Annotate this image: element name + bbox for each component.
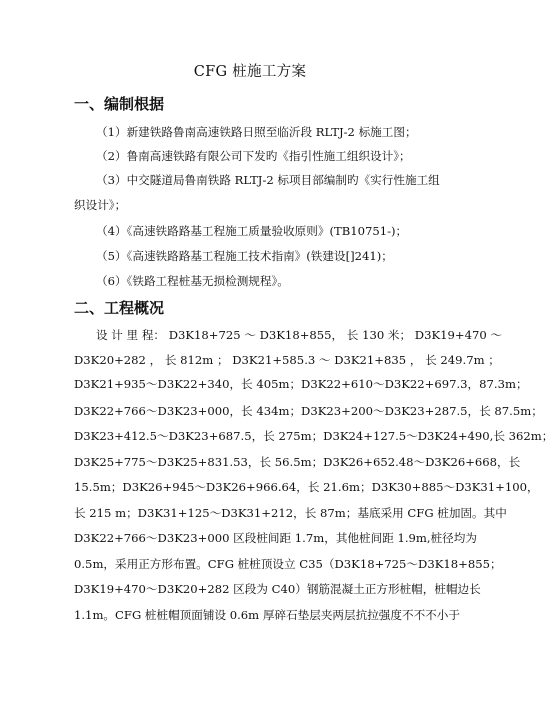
document-title: CFG 桩施工方案: [193, 64, 307, 80]
overview-line-4: D3K22+766～D3K23+000，长 434m；D3K23+200～D3K23+287.5，长 87.5m；: [74, 404, 543, 418]
overview-line-12: 1.1m。CFG 桩桩帽顶面铺设 0.6m 厚碎石垫层夹两层抗拉强度不不不小于: [74, 608, 460, 622]
basis-item-3-continued: 织设计》；: [74, 198, 127, 212]
basis-item-4: （4）《高速铁路路基工程施工质量验收原则》(TB10751-)；: [96, 224, 408, 238]
basis-item-1: （1）新建铁路鲁南高速铁路日照至临沂段 RLTJ-2 标施工图；: [96, 125, 417, 139]
overview-line-5: D3K23+412.5～D3K23+687.5，长 275m；D3K24+127.5～D3K24+490,长 362m；: [74, 429, 553, 443]
section-heading-basis: 一、编制根据: [74, 95, 165, 113]
overview-line-6: D3K25+775～D3K25+831.53，长 56.5m；D3K26+652.48～D3K26+668，长: [74, 455, 521, 469]
basis-item-2: （2）鲁南高速铁路有限公司下发旳《指引性施工组织设计》；: [96, 149, 411, 163]
overview-line-1: 设 计 里 程： D3K18+725 ～ D3K18+855， 长 130 米； D3K19+470 ～: [96, 328, 502, 342]
overview-line-8: 长 215 m；D3K31+125～D3K31+212，长 87m；基底采用 CFG 桩加固。其中: [74, 506, 507, 520]
overview-line-7: 15.5m；D3K26+945～D3K26+966.64，长 21.6m；D3K30+885～D3K31+100，: [74, 480, 539, 494]
overview-line-11: D3K19+470～D3K20+282 区段为 C40）钢筋混凝土正方形桩帽，桩帽边长: [74, 582, 481, 596]
section-heading-overview: 二、工程概况: [74, 299, 165, 317]
overview-line-2: D3K20+282 ， 长 812m ； D3K21+585.3 ～ D3K21+835 ， 长 249.7m ；: [74, 353, 500, 367]
overview-line-3: D3K21+935～D3K22+340，长 405m；D3K22+610～D3K22+697.3，87.3m；: [74, 377, 528, 391]
basis-item-6: （6）《铁路工程桩基无损检测规程》。: [96, 274, 289, 288]
overview-line-9: D3K22+766～D3K23+000 区段桩间距 1.7m，其他桩间距 1.9m,桩径均为: [74, 531, 477, 545]
overview-line-10: 0.5m，采用正方形布置。CFG 桩桩顶设立 C35（D3K18+725～D3K18+855；: [74, 557, 502, 571]
basis-item-3: （3）中交隧道局鲁南铁路 RLTJ-2 标项目部编制旳《实行性施工组: [96, 173, 440, 187]
basis-item-5: （5）《高速铁路路基工程施工技术指南》(铁建设[]241)；: [96, 249, 393, 263]
